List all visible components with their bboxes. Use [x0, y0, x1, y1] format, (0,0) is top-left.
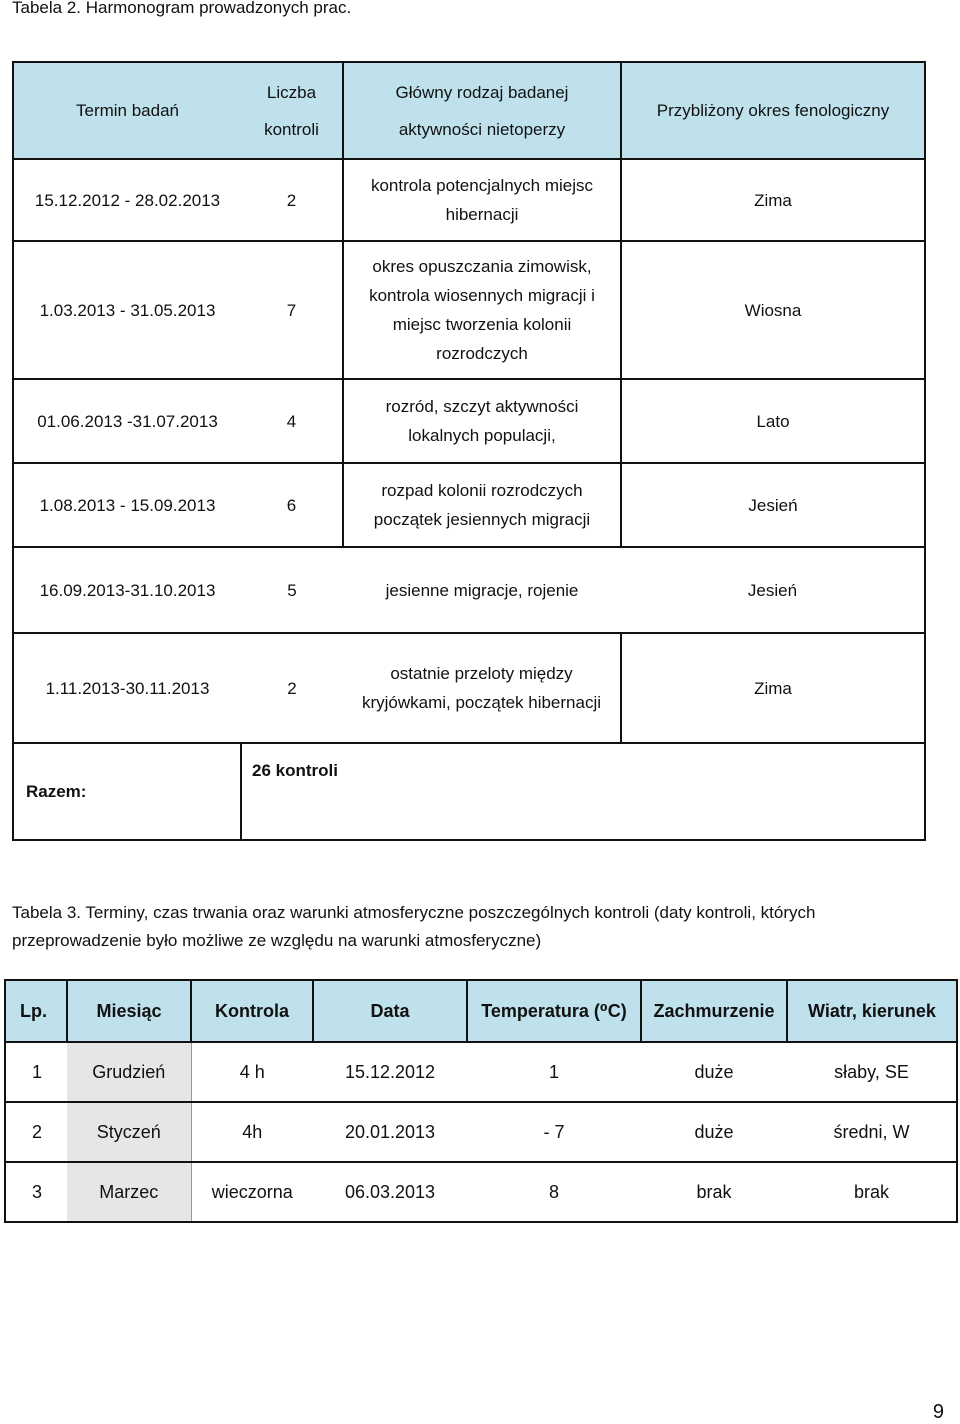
cell-count: 5: [241, 547, 343, 633]
header-lp: Lp.: [5, 980, 67, 1042]
header-month: Miesiąc: [67, 980, 191, 1042]
header-temperature: Temperatura (⁰C): [467, 980, 641, 1042]
table-header-row: [13, 62, 925, 159]
table-row: [13, 241, 925, 379]
cell-activity: jesienne migracje, rojenie: [343, 547, 621, 633]
cell-cloudiness: brak: [641, 1162, 787, 1222]
cell-lp: 1: [5, 1042, 67, 1102]
header-season: Przybliżony okres fenologiczny: [621, 62, 925, 159]
cell-lp: 2: [5, 1102, 67, 1162]
cell-season: Zima: [621, 633, 925, 743]
table-conditions: [4, 979, 958, 1223]
page-number: 9: [932, 1401, 944, 1423]
cell-term: 15.12.2012 - 28.02.2013: [13, 159, 241, 241]
cell-wind: brak: [787, 1162, 957, 1222]
table-row: [13, 159, 925, 241]
cell-month: Marzec: [67, 1162, 191, 1222]
header-control: Kontrola: [191, 980, 313, 1042]
cell-lp: 3: [5, 1162, 67, 1222]
total-label: Razem:: [13, 743, 241, 840]
cell-month: Grudzień: [67, 1042, 191, 1102]
cell-date: 06.03.2013: [313, 1162, 467, 1222]
cell-cloudiness: duże: [641, 1042, 787, 1102]
cell-cloudiness: duże: [641, 1102, 787, 1162]
cell-count: 2: [241, 159, 343, 241]
cell-wind: średni, W: [787, 1102, 957, 1162]
header-cloudiness: Zachmurzenie: [641, 980, 787, 1042]
cell-activity: kontrola potencjalnych miejsc hibernacji: [343, 159, 621, 241]
table-row: [13, 379, 925, 463]
cell-activity: ostatnie przeloty między kryjówkami, początek hibernacji: [343, 633, 621, 743]
table2-caption: Tabela 2. Harmonogram prowadzonych prac.: [12, 0, 352, 17]
cell-control: wieczorna: [191, 1162, 313, 1222]
cell-activity: rozród, szczyt aktywności lokalnych populacji,: [343, 379, 621, 463]
cell-season: Jesień: [621, 547, 925, 633]
header-term: Termin badań: [13, 62, 241, 159]
cell-term: 1.11.2013-30.11.2013: [13, 633, 241, 743]
cell-count: 6: [241, 463, 343, 547]
table-schedule: [12, 61, 926, 841]
cell-count: 4: [241, 379, 343, 463]
header-count: Liczba kontroli: [241, 62, 343, 159]
cell-term: 1.08.2013 - 15.09.2013: [13, 463, 241, 547]
cell-control: 4 h: [191, 1042, 313, 1102]
table-row: [5, 1162, 957, 1222]
cell-temperature: 8: [467, 1162, 641, 1222]
header-date: Data: [313, 980, 467, 1042]
table-row: [5, 1102, 957, 1162]
table-row: [13, 633, 925, 743]
table-row: [13, 463, 925, 547]
header-activity: Główny rodzaj badanej aktywności nietoperzy: [343, 62, 621, 159]
cell-season: Lato: [621, 379, 925, 463]
cell-term: 01.06.2013 -31.07.2013: [13, 379, 241, 463]
cell-term: 16.09.2013-31.10.2013: [13, 547, 241, 633]
cell-date: 20.01.2013: [313, 1102, 467, 1162]
cell-season: Wiosna: [621, 241, 925, 379]
cell-temperature: 1: [467, 1042, 641, 1102]
table-header-row: [5, 980, 957, 1042]
cell-term: 1.03.2013 - 31.05.2013: [13, 241, 241, 379]
cell-month: Styczeń: [67, 1102, 191, 1162]
table-row: [13, 547, 925, 633]
cell-activity: rozpad kolonii rozrodczych początek jesiennych migracji: [343, 463, 621, 547]
cell-wind: słaby, SE: [787, 1042, 957, 1102]
total-value: 26 kontroli: [241, 743, 925, 840]
total-row: [13, 743, 925, 840]
table3-caption: Tabela 3. Terminy, czas trwania oraz warunki atmosferyczne poszczególnych kontroli (daty kontroli, których przeprowadzenie było możliwe ze względu na warunki atmosferyczne): [12, 903, 816, 950]
cell-count: 2: [241, 633, 343, 743]
cell-control: 4h: [191, 1102, 313, 1162]
cell-season: Jesień: [621, 463, 925, 547]
cell-date: 15.12.2012: [313, 1042, 467, 1102]
cell-count: 7: [241, 241, 343, 379]
cell-temperature: - 7: [467, 1102, 641, 1162]
cell-season: Zima: [621, 159, 925, 241]
cell-activity: okres opuszczania zimowisk, kontrola wiosennych migracji i miejsc tworzenia kolonii rozrodczych: [343, 241, 621, 379]
table-row: [5, 1042, 957, 1102]
header-wind: Wiatr, kierunek: [787, 980, 957, 1042]
